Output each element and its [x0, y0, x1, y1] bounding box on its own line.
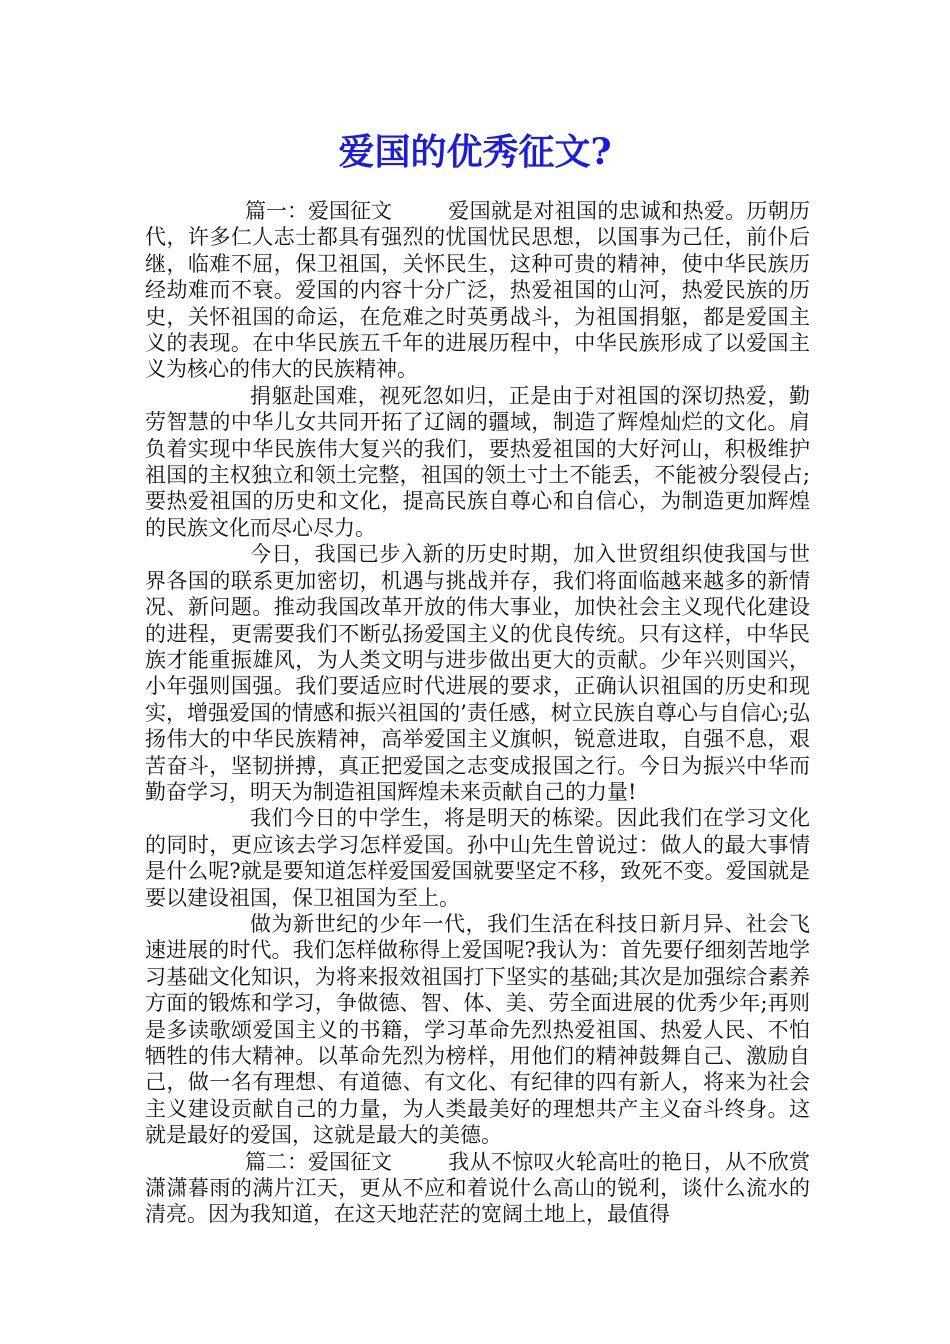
section-2-heading: 篇二：爱国征文: [245, 1149, 392, 1174]
section-1-paragraph-1: 爱国就是对祖国的忠诚和热爱。历朝历代，许多仁人志士都具有强烈的忧国忧民思想，以国事为己任，前仆后继，临难不屈，保卫祖国，关怀民生，这种可贵的精神，使中华民族历经劫难而不衰。爱国的内容十分广泛，热爱祖国的山河，热爱民族的历史，关怀祖国的命运，在危难之时英勇战斗，为祖国捐躯，都是爱国主义的表现。在中华民族五千年的进展历程中，中华民族形成了以爱国主义为核心的伟大的民族精神。: [145, 199, 810, 382]
document-body: [145, 198, 810, 1228]
section-2-paragraph-1: 我从不惊叹火轮高吐的艳日，从不欣赏潇潇暮雨的满片江天，更从不应和着说什么高山的锐利，谈什么流水的清亮。因为我知道，在这天地茫茫的宽阔土地上，最值得: [145, 1149, 810, 1227]
section-2-first-paragraph: [145, 1149, 810, 1228]
section-1-paragraph-4: 我们今日的中学生，将是明天的栋梁。因此我们在学习文化的同时，更应该去学习怎样爱国。孙中山先生曾说过：做人的最大事情是什么呢?就是要知道怎样爱国爱国就要坚定不移，致死不变。爱国就是要以建设祖国，保卫祖国为至上。: [145, 806, 810, 910]
section-1-paragraph-5: 做为新世纪的少年一代，我们生活在科技日新月异、社会飞速进展的时代。我们怎样做称得上爱国呢?我认为：首先要仔细刻苦地学习基础文化知识，为将来报效祖国打下坚实的基础;其次是加强综合素养方面的锻炼和学习，争做德、智、体、美、劳全面进展的优秀少年;再则是多读歌颂爱国主义的书籍，学习革命先烈热爱祖国、热爱人民、不怕牺牲的伟大精神。以革命先烈为榜样，用他们的精神鼓舞自己、激励自己，做一名有理想、有道德、有文化、有纪律的四有新人，将来为社会主义建设贡献自己的力量，为人类最美好的理想共产主义奋斗终身。这就是最好的爱国，这就是最大的美德。: [145, 911, 810, 1148]
section-1-heading: 篇一：爱国征文: [245, 199, 392, 223]
document-title: 爱国的优秀征文?: [338, 131, 612, 173]
section-1-first-paragraph: [145, 198, 810, 383]
section-1-paragraph-3: 今日，我国已步入新的历史时期，加入世贸组织使我国与世界各国的联系更加密切，机遇与挑战并存，我们将面临越来越多的新情况、新问题。推动我国改革开放的伟大事业，加快社会主义现代化建设的进程，更需要我们不断弘扬爱国主义的优良传统。只有这样，中华民族才能重振雄风，为人类文明与进步做出更大的贡献。少年兴则国兴，小年强则国强。我们要适应时代进展的要求，正确认识祖国的历史和现实，增强爱国的情感和振兴祖国的’责任感，树立民族自尊心与自信心;弘扬伟大的中华民族精神，高举爱国主义旗帜，锐意进取，自强不息，艰苦奋斗，坚韧拼搏，真正把爱国之志变成报国之行。今日为振兴中华而勤奋学习，明天为制造祖国辉煌未来贡献自己的力量!: [145, 542, 810, 804]
section-1-paragraph-2: 捐躯赴国难，视死忽如归，正是由于对祖国的深切热爱，勤劳智慧的中华儿女共同开拓了辽阔的疆域，制造了辉煌灿烂的文化。肩负着实现中华民族伟大复兴的我们，要热爱祖国的大好河山，积极维护祖国的主权独立和领土完整，祖国的领土寸土不能丢，不能被分裂侵占;要热爱祖国的历史和文化，提高民族自尊心和自信心，为制造更加辉煌的民族文化而尽心尽力。: [145, 383, 810, 540]
